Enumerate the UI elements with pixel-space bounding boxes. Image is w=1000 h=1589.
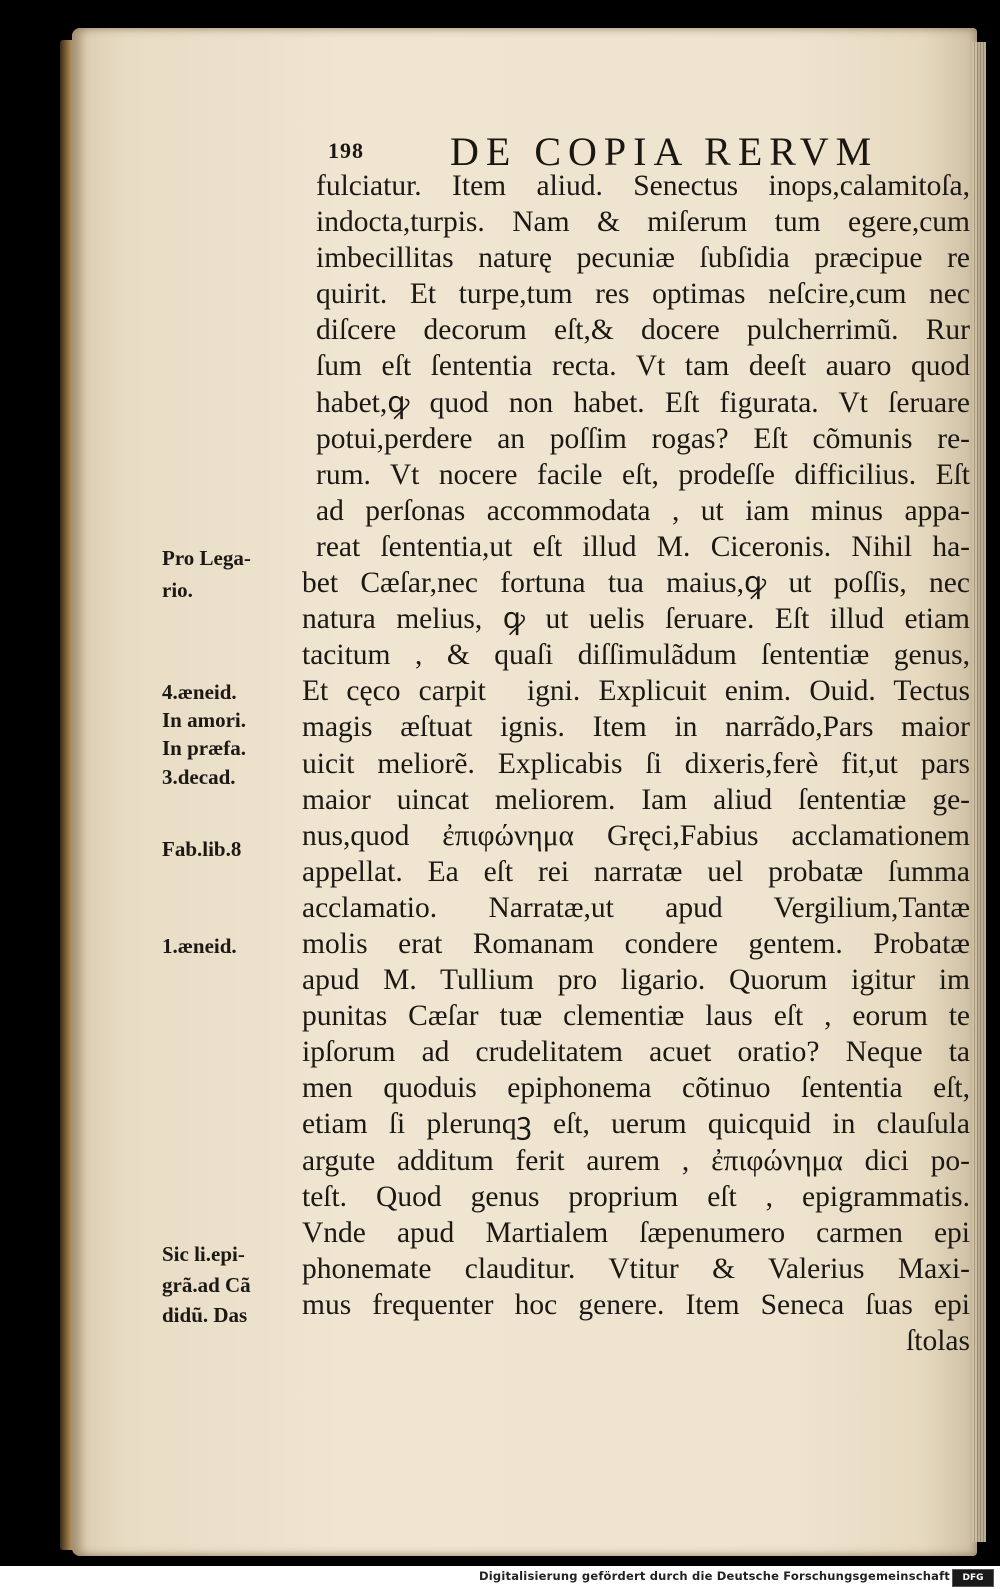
margin-note: grã.ad Cã	[162, 1273, 251, 1297]
text-line: appellat. Ea eſt rei narratæ uel probatæ ſumma	[302, 855, 970, 888]
text-line: Vnde apud Martialem ſæpenumero carmen epi	[302, 1216, 970, 1249]
text-line: ſum eſt ſententia recta. Vt tam deeſt auaro quod	[316, 350, 970, 383]
text-line: indocta,turpis. Nam & miſerum tum egere,cum	[316, 206, 970, 239]
margin-note: Sic li.epi-	[162, 1242, 245, 1266]
margin-note: Fab.lib.8	[162, 837, 242, 861]
page-number: 198	[328, 138, 364, 163]
text-line: Et cęco carpitᷣ igni. Explicuit enim. Ouid. Tectus	[302, 675, 970, 708]
margin-note: 1.æneid.	[162, 934, 237, 958]
text-line: maior uincat meliorem. Iam aliud ſententiæ ge-	[302, 783, 970, 816]
text-line: magis æſtuat ignis. Item in narrãdo,Pars maior	[302, 711, 970, 744]
dfg-logo: DFG	[952, 1569, 994, 1587]
text-line: men quoduis epiphonema cõtinuo ſententia eſt,	[302, 1072, 970, 1105]
body-text	[302, 168, 970, 1359]
text-line: diſcere decorum eſt,& docere pulcherrimũ. Rur	[316, 314, 970, 347]
text-line: natura melius, ꝙ ut uelis ſeruare. Eſt illud etiam	[302, 603, 970, 636]
funding-credit: Digitalisierung gefördert durch die Deutsche Forschungsgemeinschaft	[479, 1569, 950, 1583]
text-line: tacitum , & quaſi diſſimulãdum ſententiæ genus,	[302, 639, 970, 672]
text-line: mus frequenter hoc genere. Item Seneca ſuas epi	[302, 1288, 970, 1321]
text-line: bet Cæſar,nec fortuna tua maius,ꝙ ut poſſis, nec	[302, 567, 970, 600]
text-line: phonemate clauditur. Vtitur & Valerius Maxi-	[302, 1252, 970, 1285]
text-line: nus,quod ἐπιφώνημα Gręci,Fabius acclamationem	[302, 819, 970, 852]
text-line: uicit meliorẽ. Explicabis ſi dixeris,ferè fit,ut pars	[302, 747, 970, 780]
page-fore-edge	[972, 42, 986, 1542]
text-line: etiam ſi plerunqꝫ eſt, uerum quicquid in clauſula	[302, 1108, 970, 1141]
margin-note: didũ. Das	[162, 1303, 248, 1327]
text-line: molis erat Romanam condere gentem. Probatæ	[302, 927, 970, 960]
text-line: imbecillitas naturę pecuniæ ſubſidia præcipue re	[316, 242, 970, 275]
text-line: punitas Cæſar tuæ clementiæ laus eſt , eorum te	[302, 1000, 970, 1033]
text-line: teſt. Quod genus proprium eſt , epigrammatis.	[302, 1180, 970, 1213]
text-line: ad perſonas accommodata , ut iam minus appa-	[316, 494, 970, 527]
running-title: DE COPIA RERVM	[450, 129, 879, 174]
margin-note: In amori.	[162, 708, 246, 732]
margin-note: 3.decad.	[162, 765, 236, 789]
text-line: rum. Vt nocere facile eſt, prodeſſe difficilius. Eſt	[316, 458, 970, 491]
text-line: quirit. Et turpe,tum res optimas neſcire,cum nec	[316, 278, 970, 311]
text-line: reat ſententia,ut eſt illud M. Ciceronis. Nihil ha-	[316, 530, 970, 563]
catchword: ſtolas	[906, 1325, 970, 1357]
text-line: apud M. Tullium pro ligario. Quorum igitur im	[302, 964, 970, 997]
text-line: fulciatur. Item aliud. Senectus inops,calamitoſa,	[316, 170, 970, 202]
digitization-footer	[0, 1566, 1000, 1589]
margin-note: rio.	[162, 578, 193, 602]
text-line: acclamatio. Narratæ,ut apud Vergilium,Tantæ	[302, 891, 970, 924]
margin-note: Pro Lega-	[162, 546, 251, 570]
text-line: ipſorum ad crudelitatem acuet oratio? Neque ta	[302, 1036, 970, 1069]
text-line: potui,perdere an poſſim rogas? Eſt cõmunis re-	[316, 422, 970, 455]
text-line: habet,ꝙ quod non habet. Eſt figurata. Vt ſeruare	[316, 386, 970, 419]
margin-note: In præfa.	[162, 736, 247, 760]
margin-note: 4.æneid.	[162, 680, 237, 704]
text-line: argute additum ferit aurem , ἐπιφώνημα dici po-	[302, 1144, 970, 1177]
